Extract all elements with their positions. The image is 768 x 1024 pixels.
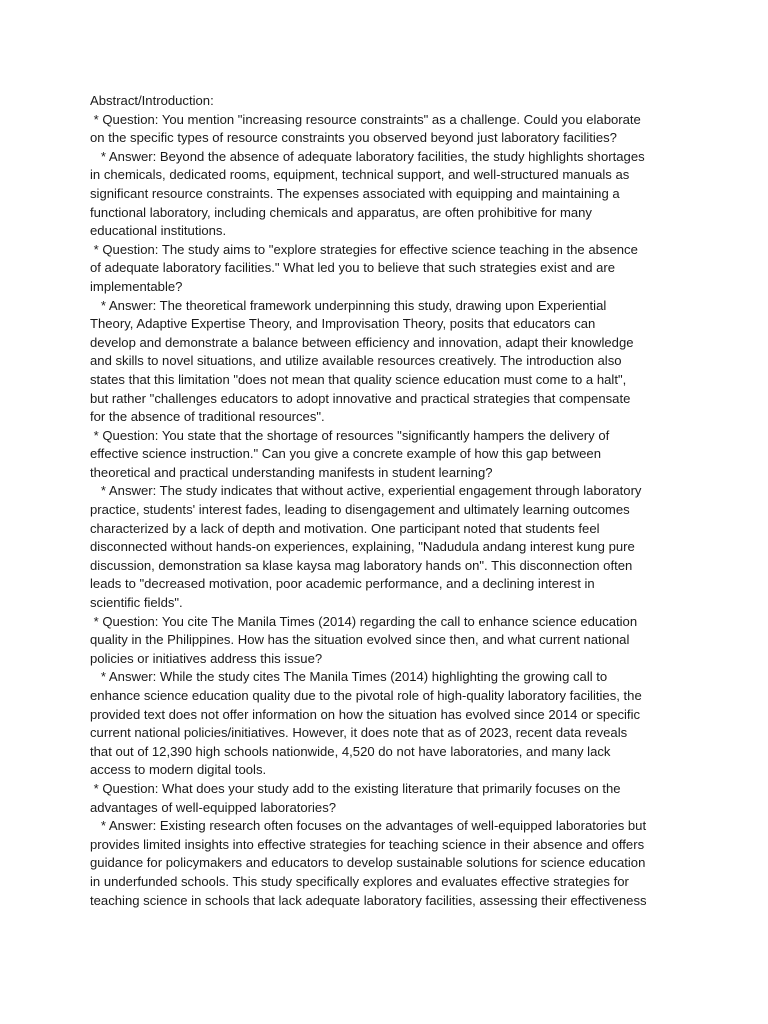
question-line: theoretical and practical understanding manifests in student learning?: [90, 464, 493, 480]
answer-line: educational institutions.: [90, 223, 227, 239]
answer-line: provided text does not offer information on how the situation has evolved since 2014 or specific: [90, 706, 641, 722]
answer-line: discussion, demonstration sa klase kaysa mag laboratory hands on". This disconnection often: [90, 557, 633, 573]
question-line: * Question: What does your study add to the existing literature that primarily focuses on the: [90, 780, 621, 796]
answer-line: Theory, Adaptive Expertise Theory, and Improvisation Theory, posits that educators can: [90, 316, 596, 332]
answer-line: functional laboratory, including chemicals and apparatus, are often prohibitive for many: [90, 204, 592, 220]
question-line: * Question: You mention "increasing resource constraints" as a challenge. Could you elaborate: [90, 111, 641, 127]
answer-line: * Answer: While the study cites The Manila Times (2014) highlighting the growing call to: [90, 669, 608, 685]
question-line: policies or initiatives address this issue?: [90, 650, 323, 666]
answer-line: states that this limitation "does not mean that quality science education must come to a halt",: [90, 371, 627, 387]
answer-line: but rather "challenges educators to adopt innovative and practical strategies that compensate: [90, 390, 631, 406]
answer-line: current national policies/initiatives. However, it does note that as of 2023, recent data reveals: [90, 725, 628, 741]
answer-line: practice, students' interest fades, leading to disengagement and ultimately learning outcomes: [90, 502, 630, 518]
answer-line: provides limited insights into effective strategies for teaching science in their absence and offers: [90, 836, 645, 852]
answer-line: * Answer: Beyond the absence of adequate laboratory facilities, the study highlights shortages: [90, 148, 645, 164]
answer-line: guidance for policymakers and educators to develop sustainable solutions for science education: [90, 855, 646, 871]
question-line: on the specific types of resource constraints you observed beyond just laboratory facilities?: [90, 130, 617, 146]
answer-line: * Answer: The theoretical framework underpinning this study, drawing upon Experiential: [90, 297, 607, 313]
question-line: * Question: The study aims to "explore strategies for effective science teaching in the absence: [90, 241, 638, 257]
answer-line: teaching science in schools that lack adequate laboratory facilities, assessing their effectiveness: [90, 892, 647, 908]
answer-line: * Answer: Existing research often focuses on the advantages of well-equipped laboratories but: [90, 818, 647, 834]
question-line: * Question: You state that the shortage of resources "significantly hampers the delivery of: [90, 427, 610, 443]
answer-line: * Answer: The study indicates that without active, experiential engagement through laboratory: [90, 483, 642, 499]
question-line: advantages of well-equipped laboratories?: [90, 799, 337, 815]
answer-line: leads to "decreased motivation, poor academic performance, and a declining interest in: [90, 576, 595, 592]
answer-line: develop and demonstrate a balance between efficiency and innovation, adapt their knowledge: [90, 334, 634, 350]
answer-line: characterized by a lack of depth and motivation. One participant noted that students feel: [90, 520, 600, 536]
answer-line: scientific fields".: [90, 595, 183, 611]
answer-line: enhance science education quality due to the pivotal role of high-quality laboratory facilities, the: [90, 688, 642, 703]
question-line: quality in the Philippines. How has the situation evolved since then, and what current national: [90, 632, 630, 648]
answer-line: that out of 12,390 high schools nationwide, 4,520 do not have laboratories, and many lack: [90, 743, 611, 759]
answer-line: access to modern digital tools.: [90, 762, 267, 778]
question-line: of adequate laboratory facilities." What led you to believe that such strategies exist and are: [90, 260, 616, 276]
question-line: * Question: You cite The Manila Times (2014) regarding the call to enhance science education: [90, 613, 638, 629]
section-heading: Abstract/Introduction:: [90, 93, 214, 108]
question-line: implementable?: [90, 278, 183, 294]
answer-line: and skills to novel situations, and utilize available resources creatively. The introduction also: [90, 353, 622, 369]
answer-line: disconnected without hands-on experiences, explaining, "Nadudula andang interest kung pure: [90, 539, 635, 555]
answer-line: in chemicals, dedicated rooms, equipment, technical support, and well-structured manuals as: [90, 167, 630, 183]
answer-line: in underfunded schools. This study specifically explores and evaluates effective strategies for: [90, 873, 629, 889]
answer-line: significant resource constraints. The expenses associated with equipping and maintaining a: [90, 185, 620, 201]
answer-line: for the absence of traditional resources".: [90, 409, 325, 425]
document-page: [90, 92, 682, 910]
question-line: effective science instruction." Can you give a concrete example of how this gap between: [90, 446, 601, 462]
